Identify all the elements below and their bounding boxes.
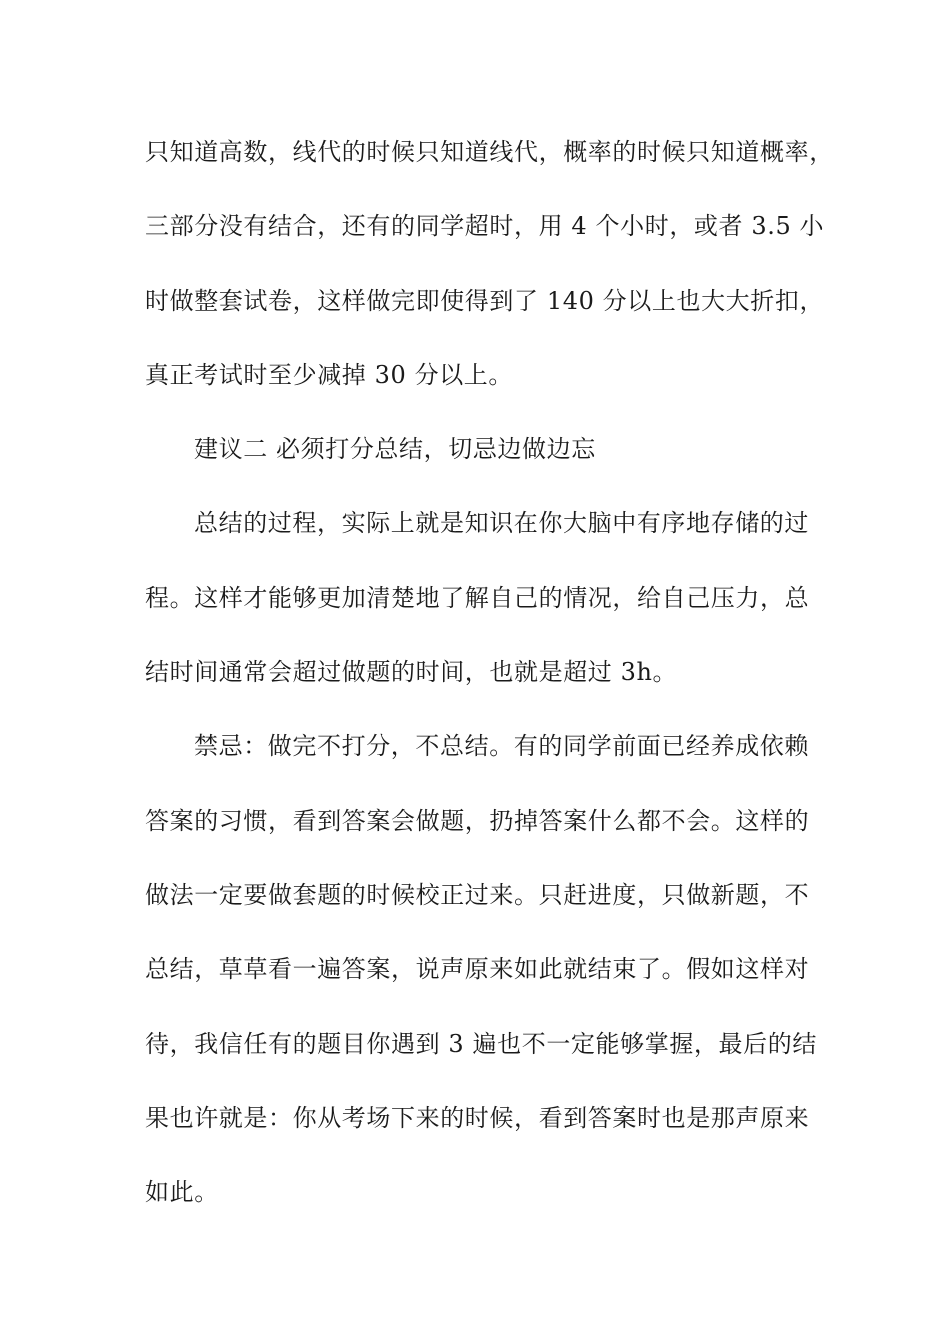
text-line: 三部分没有结合，还有的同学超时，用 4 个小时，或者 3.5 小 — [145, 212, 825, 240]
text-line: 时做整套试卷，这样做完即使得到了 140 分以上也大大折扣， — [145, 287, 825, 315]
text-line: 禁忌：做完不打分，不总结。有的同学前面已经养成依赖 — [194, 732, 809, 760]
section-heading: 建议二 必须打分总结，切忌边做边忘 — [194, 435, 596, 463]
text-line: 答案的习惯，看到答案会做题，扔掉答案什么都不会。这样的 — [145, 807, 810, 835]
text-line: 果也许就是：你从考场下来的时候，看到答案时也是那声原来 — [145, 1104, 810, 1132]
text-line: 结时间通常会超过做题的时间，也就是超过 3h。 — [145, 658, 678, 686]
text-line: 只知道高数，线代的时候只知道线代，概率的时候只知道概率， — [145, 138, 834, 166]
text-line: 做法一定要做套题的时候校正过来。只赶进度，只做新题，不 — [145, 881, 810, 909]
text-line: 待，我信任有的题目你遇到 3 遍也不一定能够掌握，最后的结 — [145, 1030, 817, 1058]
text-line: 真正考试时至少减掉 30 分以上。 — [145, 361, 513, 389]
text-line: 总结，草草看一遍答案，说声原来如此就结束了。假如这样对 — [145, 955, 810, 983]
text-line: 总结的过程，实际上就是知识在你大脑中有序地存储的过 — [194, 509, 809, 537]
text-line: 程。这样才能够更加清楚地了解自己的情况，给自己压力，总 — [145, 584, 810, 612]
text-line: 如此。 — [145, 1178, 219, 1206]
